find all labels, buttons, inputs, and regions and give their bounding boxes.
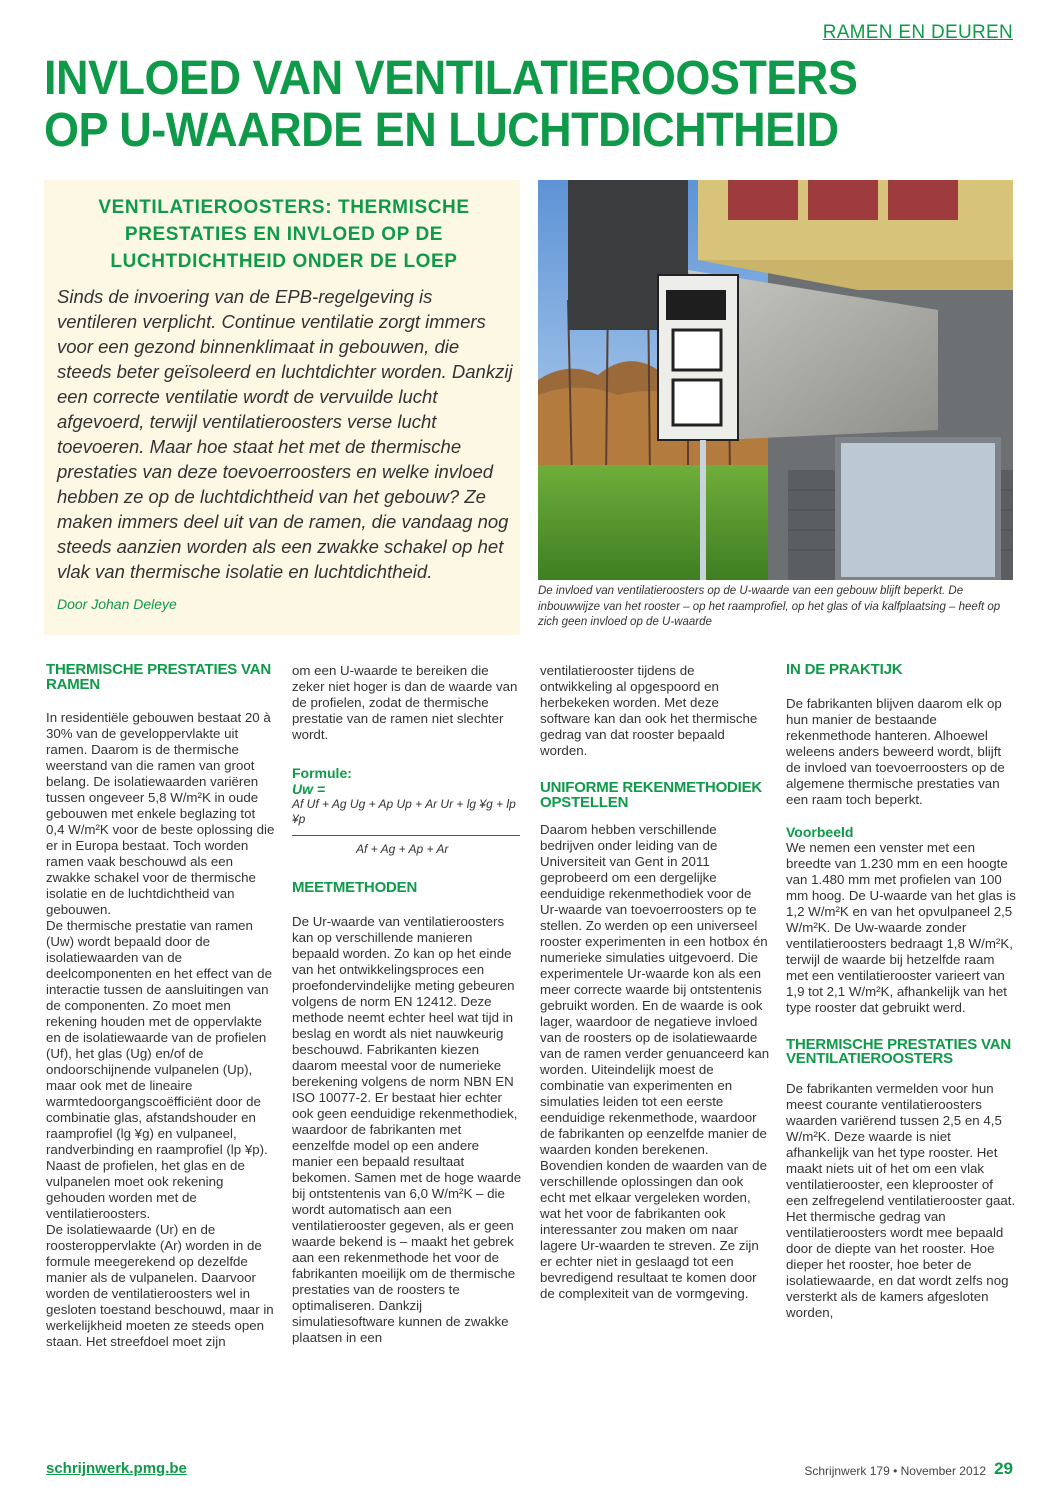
section-label[interactable]: RAMEN EN DEUREN xyxy=(822,22,1013,43)
paragraph: De Ur-waarde van ventilatieroosters kan op verschillende manieren bepaald worden. Zo kan op het einde van het ontwikkelingsproces een proefondervindelijke meting gebeuren volgens de norm EN 12412. Deze methode neemt echter heel wat tijd in beslag en wordt als niet nauwkeurig beschouwd. Fabrikanten kiezen daarom meestal voor de numerieke berekening volgens de norm NBN EN ISO 10077-2. Er bestaat hier echter ook geen eenduidige rekenmethodiek, waardoor de fabrikanten met eenzelfde model op een andere manier een bepaald resultaat bekomen. Samen met de hoge waarde bij ontstentenis van 6,0 W/m²K – die wordt automatisch aan een ventilatierooster gegeven, als er geen waarde bekend is – maakt het gebrek aan een rekenmethode het voor de fabrikanten moeilijk om de thermische prestaties van de roosters te optimaliseren. Dankzij simulatiesoftware kunnen de zwakke plaatsen in een xyxy=(292,913,522,1345)
formula-fraction-line xyxy=(292,835,520,836)
window-section-photo xyxy=(538,180,1013,580)
formula-lhs: Uw = xyxy=(292,781,326,797)
paragraph: De fabrikanten blijven daarom elk op hun manier de bestaande rekenmethode hanteren. Alhoewel weleens anders beweerd wordt, blijft de invloed van toevoerroosters op de algemene thermische prestaties van een raam toch beperkt. xyxy=(786,695,1005,807)
column-4 xyxy=(786,663,1016,1321)
column-1 xyxy=(46,663,276,1350)
footer-issue: Schrijnwerk 179 • November 2012 xyxy=(804,1464,986,1478)
paragraph: We nemen een venster met een breedte van 1.230 mm en een hoogte van 1.480 mm met profielen van 100 mm hoog. De U-waarde van het glas is 1,2 W/m²K en van het opvulpaneel 2,5 W/m²K. De Uw-waarde zonder ventilatieroosters bedraagt 1,8 W/m²K, terwijl de waarde bij hetzelfde raam met een ventilatierooster varieert van 1,9 tot 2,1 W/m²K, afhankelijk van het type rooster dat gebruikt werd. xyxy=(786,839,1016,1015)
paragraph: In residentiële gebouwen bestaat 20 à 30% van de geveloppervlakte uit ramen. Daarom is de thermische weerstand van die ramen van groot belang. De isolatiewaarden variëren tussen ongeveer 5,8 W/m²K in oude gebouwen met enkele beglazing tot 0,4 W/m²K voor de beste oplossing die er in Europa bestaat. Toch worden ramen vaak beschouwd als een zwakke schakel voor de thermische isolatie en de luchtdichtheid van gebouwen. xyxy=(46,710,275,917)
paragraph: om een U-waarde te bereiken die zeker niet hoger is dan de waarde van de profielen, zodat de thermische prestatie van de ramen niet slechter wordt. xyxy=(292,663,518,742)
formula-numerator: Af Uf + Ag Ug + Ap Up + Ar Ur + lg ¥g + lp ¥p xyxy=(292,797,516,826)
paragraph: Daarom hebben verschillende bedrijven onder leiding van de Universiteit van Gent in 2011 geprobeerd om een dergelijke eenduidige rekenmethodiek voor de Ur-waarde van toevoerroosters op te stellen. Zo werden op een universeel rooster experimenten in een hotbox én numerieke simulaties uitgevoerd. Die experimentele Ur-waarde kon als een meer correcte waarde bij ontstentenis gebruikt worden. En de waarde is ook lager, waardoor de negatieve invloed van de roosters op de isolatiewaarde van de ramen verder genuanceerd kan worden. Uiteindelijk moest de combinatie van experimenten en simulaties leiden tot een eerste eenduidige rekenmethode, waardoor de fabrikanten op eenzelfde manier de waarden konden berekenen. Bovendien konden de waarden van de verschillende oplossingen dan ook echt met elkaar vergeleken worden, wat het voor de fabrikanten ook interessanter zou maken om naar lagere Ur-waarden te streven. Ze zijn er echter niet in geslaagd tot een bevredigend resultaat te komen door de complexiteit van de vormgeving. xyxy=(540,822,770,1301)
heading-thermische-prestaties-ventilatieroosters: THERMISCHE PRESTATIES VAN VENTILATIEROOSTERS xyxy=(786,1035,1012,1067)
formula-label: Formule: xyxy=(292,765,352,781)
intro-text: Sinds de invoering van de EPB-regelgeving is ventileren verplicht. Continue ventilatie zorgt immers voor een gezond binnenklimaat in gebouwen, die steeds beter geïsoleerd en luchtdichter worden. Dankzij een correcte ventilatie wordt de vervuilde lucht afgevoerd, terwijl ventilatieroosters verse lucht toevoeren. Maar hoe staat het met de thermische prestaties van deze toevoerroosters en welke invloed hebben ze op de luchtdichtheid van het gebouw? Ze maken immers deel uit van de ramen, die vandaag nog steeds aanzien worden als een zwakke schakel op het vlak van thermische isolatie en luchtdichtheid. xyxy=(57,286,513,582)
paragraph: ventilatierooster tijdens de ontwikkeling al opgespoord en herbekeken worden. Met deze software kan dan ook het thermische gedrag van dat rooster bepaald worden. xyxy=(540,663,758,758)
subheading-voorbeeld: Voorbeeld xyxy=(786,823,854,840)
article-title xyxy=(44,49,1024,157)
title-line-2: OP U-WAARDE EN LUCHTDICHTHEID xyxy=(44,101,839,157)
intro-author: Door Johan Deleye xyxy=(57,596,177,612)
paragraph: De isolatiewaarde (Ur) en de roosteroppervlakte (Ar) worden in de formule meegerekend op dezelfde manier als de vulpanelen. Daarvoor worden de ventilatieroosters wel in gesloten toestand beschouwd, maar in werkelijkheid moeten ze steeds open staan. Het streefdoel moet zijn xyxy=(46,1222,274,1349)
formula-denominator: Af + Ag + Ap + Ar xyxy=(356,842,449,856)
intro-heading: VENTILATIEROOSTERS: THERMISCHE PRESTATIES EN INVLOED OP DE LUCHTDICHTHEID ONDER DE LOEP xyxy=(98,197,470,272)
heading-in-de-praktijk: IN DE PRAKTIJK xyxy=(786,661,903,678)
heading-uniforme-rekenmethodiek: UNIFORME REKENMETHODIEK OPSTELLEN xyxy=(540,779,763,811)
column-3 xyxy=(540,663,770,1302)
column-2 xyxy=(292,663,522,1346)
page-number: 29 xyxy=(994,1459,1013,1478)
intro-box xyxy=(44,180,520,635)
heading-thermische-prestaties-ramen: THERMISCHE PRESTATIES VAN RAMEN xyxy=(46,661,272,693)
title-line-1: INVLOED VAN VENTILATIEROOSTERS xyxy=(44,49,858,105)
photo-caption: De invloed van ventilatieroosters op de U-waarde van een gebouw blijft beperkt. De inbouwwijze van het rooster – op het raamprofiel, op het glas of via kalfplaatsing – heeft op zich geen invloed op de U-waarde xyxy=(538,585,1001,628)
paragraph: De fabrikanten vermelden voor hun meest courante ventilatieroosters waarden variërend tussen 2,5 en 4,5 W/m²K. Deze waarde is niet afhankelijk van het type rooster. Het maakt niets uit of het om een vlak ventilatierooster, een kleprooster of een zelfregelend ventilatierooster gaat. Het thermische gedrag van ventilatieroosters wordt mee bepaald door de diepte van het rooster. Hoe dieper het rooster, hoe beter de isolatiewaarde, en dat wordt zelfs nog versterkt als de kamers afgesloten worden, xyxy=(786,1080,1016,1320)
heading-meetmethoden: MEETMETHODEN xyxy=(292,879,418,896)
footer-website-link[interactable]: schrijnwerk.pmg.be xyxy=(46,1460,187,1477)
paragraph: De thermische prestatie van ramen (Uw) wordt bepaald door de isolatiewaarden van de deelcomponenten en het effect van de interactie tussen de aansluitingen van de componenten. Zo moet men rekening houden met de oppervlakte en de isolatiewaarde van de profielen (Uf), het glas (Ug) en/of de ondoorschijnende vulpanelen (Up), maar ook met de lineaire warmtedoorgangscoëfficiënt door de combinatie glas, afstandshouder en raamprofiel (lg ¥g) en vulpaneel, randverbinding en raamprofiel (lp ¥p). Naast de profielen, het glas en de vulpanelen moet ook rekening gehouden worden met de ventilatieroosters. xyxy=(46,918,272,1221)
